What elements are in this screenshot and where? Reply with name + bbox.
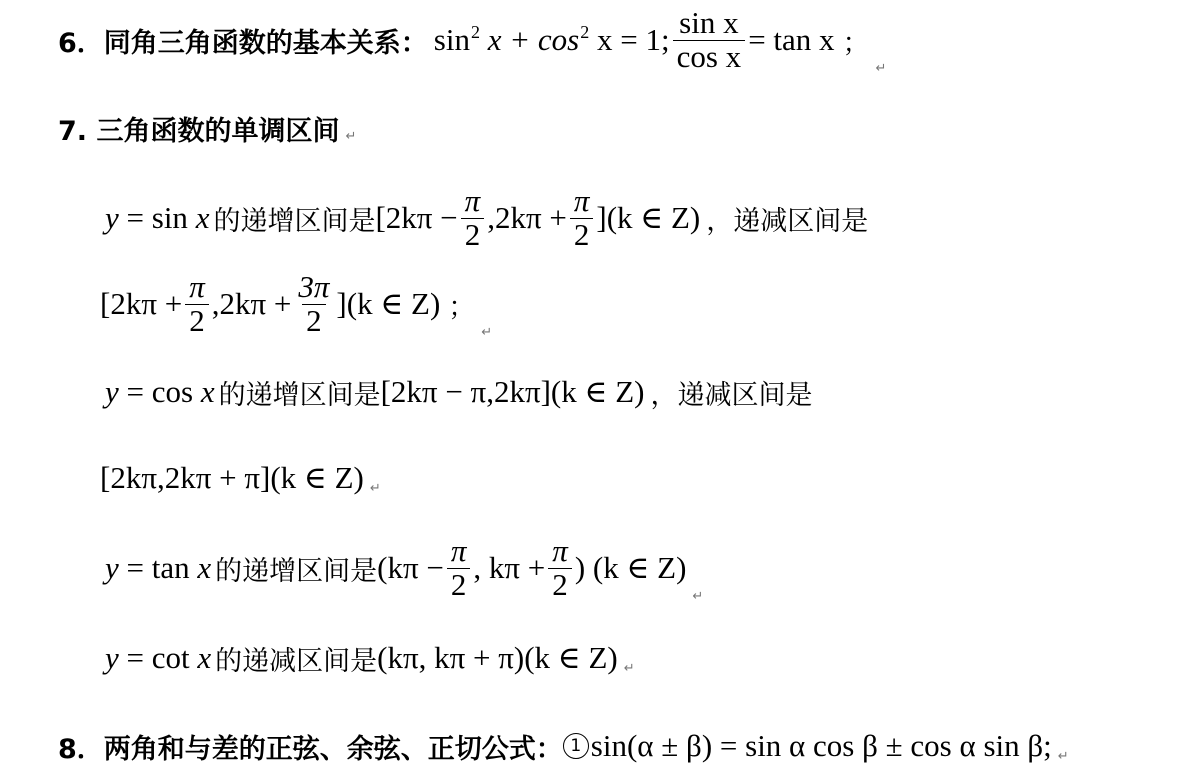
fraction: $\frac{\pi}{2}$ — [570, 185, 594, 251]
item7-heading: 7. 三角函数的单调区间 — [58, 115, 340, 147]
sin-increasing-line: y = sin x 的递增区间是 [2kπ − $\frac{\pi}{2}$ ,2kπ + $\frac{\pi}{2}$ ](k ∈ Z) ，递减区间是 — [105, 182, 869, 252]
item8-line — [58, 724, 1069, 768]
cot-decreasing-line: y = cot x 的递减区间是 (kπ, kπ + π)(k ∈ Z) ↵ — [105, 636, 635, 680]
cos-decreasing-line: [2kπ,2kπ + π](k ∈ Z) ↵ — [100, 456, 381, 500]
paragraph-mark-icon: ↵ — [345, 129, 357, 144]
paragraph-mark-icon: ↵ — [369, 481, 381, 496]
cos-increasing-line: y = cos x 的递增区间是 [2kπ − π,2kπ](k ∈ Z) ，递减区间是 — [105, 374, 813, 411]
paragraph-mark-icon: ↵ — [875, 61, 887, 76]
paragraph-mark-icon: ↵ — [1057, 749, 1069, 764]
fraction: $\frac{\pi}{2}$ — [447, 535, 471, 601]
item6-formula: $\sin^2 x + \cos^2 x = 1$; — [433, 22, 670, 57]
item6-heading: 6．同角三角函数的基本关系： — [58, 27, 428, 59]
tan-increasing-line: y = tan x 的递增区间是 (kπ − $\frac{\pi}{2}$ , kπ + $\frac{\pi}{2}$ ) (k ∈ Z) ↵ — [105, 528, 703, 608]
circled-number-icon: 1 — [563, 733, 589, 759]
sin-decreasing-line: [2kπ + $\frac{\pi}{2}$ ,2kπ + $\frac{3\pi}{2}$ ](k ∈ Z) ； ↵ — [100, 264, 492, 344]
item6-rhs: = tan x — [748, 22, 835, 57]
paragraph-mark-icon: ↵ — [623, 661, 635, 676]
fraction: $\frac{\pi}{2}$ — [548, 535, 572, 601]
item7-line — [58, 108, 356, 148]
item8-formula: sin(α ± β) = sin α cos β ± cos α sin β; — [590, 728, 1052, 763]
item8-heading: 8．两角和与差的正弦、余弦、正切公式： — [58, 733, 563, 765]
item6-fraction: $\frac{\text{sin x}}{\text{cos x}}$ — [673, 7, 746, 73]
paragraph-mark-icon: ↵ — [481, 325, 493, 340]
item6-end: ； — [842, 27, 870, 59]
item6-line — [58, 0, 886, 80]
fraction: $\frac{\pi}{2}$ — [461, 185, 485, 251]
paragraph-mark-icon: ↵ — [692, 589, 704, 604]
fraction: $\frac{3\pi}{2}$ — [298, 268, 330, 338]
fraction: $\frac{\pi}{2}$ — [185, 271, 209, 337]
